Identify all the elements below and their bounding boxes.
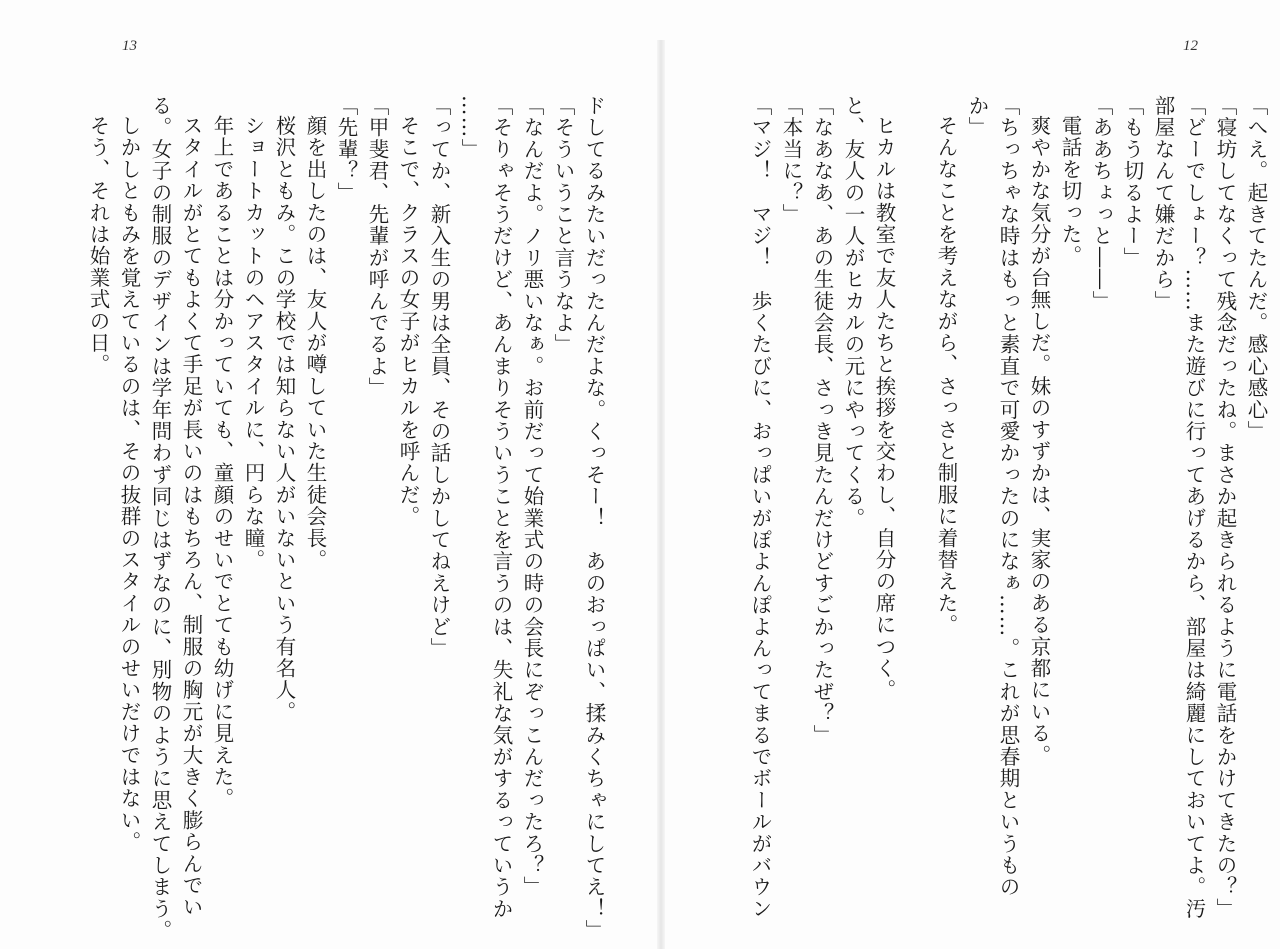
page-number: 12 xyxy=(1183,38,1198,54)
text-line: ショートカットのヘアスタイルに、円らな瞳。 xyxy=(241,115,265,571)
blank-line xyxy=(899,95,930,875)
text-column xyxy=(82,95,609,942)
text-line: 桜沢ともみ。この学校では知らない人がいないという有名人。 xyxy=(272,115,296,723)
text-line: と、友人の一人がヒカルの元にやってくる。 xyxy=(841,95,865,529)
text-line: 顔を出したのは、友人が噂していた生徒会長。 xyxy=(303,115,327,571)
text-line: 「そりゃそうだけど、あんまりそういうことを言うのは、失礼な気がするっていうか xyxy=(489,95,513,920)
text-line: ドしてるみたいだったんだよな。くっそー！ あのおっぱい、揉みくちゃにしてえ！」 xyxy=(582,95,606,942)
text-line: 爽やかな気分が台無しだ。妹のすずかは、実家のある京都にいる。 xyxy=(1027,115,1051,766)
text-line: そう、それは始業式の日。 xyxy=(86,115,110,376)
text-line: 「ああちょっと――」 xyxy=(1089,95,1113,312)
text-line: か」 xyxy=(965,95,989,139)
text-line: 「マジ！ マジ！ 歩くたびに、おっぱいがぽよんぽよんってまるでボールがバウン xyxy=(748,95,772,920)
text-line: スタイルがとてもよくて手足が長いのはもちろん、制服の胸元が大きく膨らんでい xyxy=(179,115,203,918)
text-line: そんなことを考えながら、さっさと制服に着替えた。 xyxy=(934,115,958,636)
text-line: 電話を切った。 xyxy=(1058,115,1082,267)
text-line: 年上であることは分かっていても、童顔のせいでとても幼げに見えた。 xyxy=(210,115,234,810)
text-line: 「本当に？」 xyxy=(779,95,803,226)
text-line: 「寝坊してなくって残念だったね。まさか起きられるように電話をかけてきたの？」 xyxy=(1213,95,1237,920)
text-line: 「へえ。起きてたんだ。感心感心」 xyxy=(1244,95,1268,443)
text-line: ……」 xyxy=(458,95,482,161)
text-line: 「そういうこと言うなよ」 xyxy=(551,95,575,356)
text-line: 「なんだよ。ノリ悪いなぁ。お前だって始業式の時の会長にぞっこんだったろ？」 xyxy=(520,95,544,898)
right-page xyxy=(665,0,1280,949)
text-line: 「ちっちゃな時はもっと素直で可愛かったのになぁ……。これが思春期というもの xyxy=(996,95,1020,898)
text-line: 「どーでしょー？……また遊びに行ってあげるから、部屋は綺麗にしておいてよ。汚 xyxy=(1182,95,1206,920)
text-line: 「甲斐君、先輩が呼んでるよ」 xyxy=(365,95,389,399)
page-gutter xyxy=(657,40,665,949)
page-number: 13 xyxy=(122,38,137,54)
text-line: 「なあなあ、あの生徒会長、さっき見たんだけどすごかったぜ？」 xyxy=(810,95,834,746)
text-line: 部屋なんて嫌だから」 xyxy=(1151,95,1175,312)
text-line: 「ってか、新入生の男は全員、その話しかしてねえけど」 xyxy=(427,95,451,660)
text-line: 「もう切るよー」 xyxy=(1120,95,1144,269)
text-line: そこで、クラスの女子がヒカルを呼んだ。 xyxy=(396,115,420,528)
text-line: ヒカルは教室で友人たちと挨拶を交わし、自分の席につく。 xyxy=(872,115,896,701)
text-line: しかしともみを覚えているのは、その抜群のスタイルのせいだけではない。 xyxy=(117,115,141,853)
text-line: 「先輩？」 xyxy=(334,95,358,204)
text-line: る。女子の制服のデザインは学年問わず同じはずなのに、別物のように思えてしまう。 xyxy=(148,95,172,942)
text-column xyxy=(744,95,1271,920)
